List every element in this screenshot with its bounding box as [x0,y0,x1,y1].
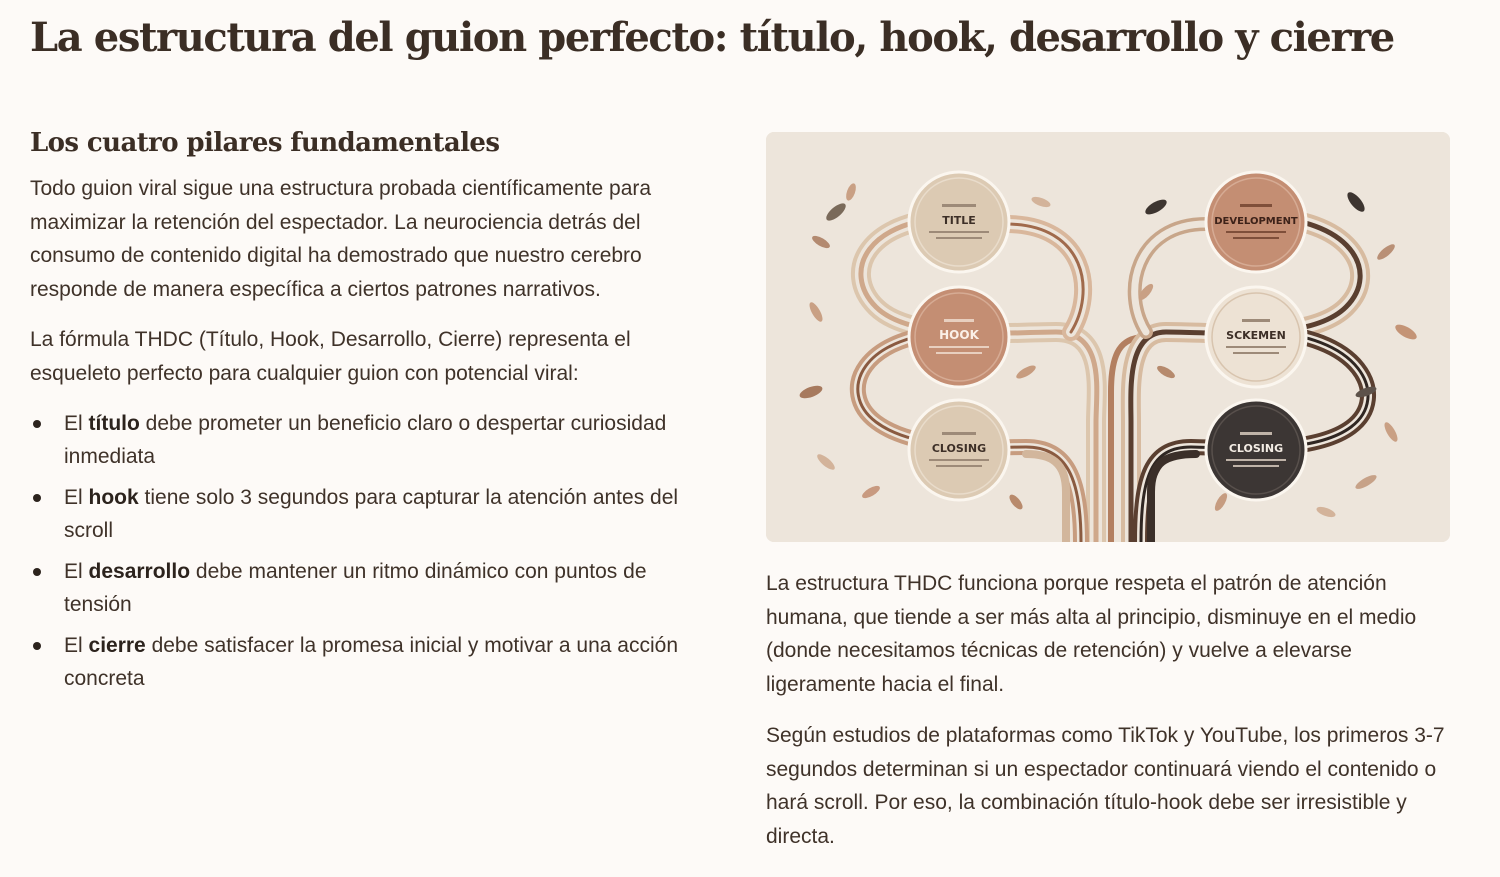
svg-text:SCKEMEN: SCKEMEN [1226,329,1286,342]
svg-text:CLOSING: CLOSING [1228,442,1284,455]
node-closing-left [909,400,1009,500]
node-closing-right [1206,400,1306,500]
bullet-icon [33,568,41,576]
node-development [1206,172,1306,272]
svg-text:CLOSING: CLOSING [931,442,987,455]
bold-term: título [88,412,140,435]
formula-paragraph: La fórmula THDC (Título, Hook, Desarrollo, Cierre) representa el esqueleto perfecto para cualquier guion con potencial viral: [30,328,631,385]
thdc-diagram [766,132,1450,542]
list-item: El desarrollo debe mantener un ritmo dinámico con puntos de tensión [30,555,720,621]
pillars-list [30,407,720,695]
right-column [766,132,1456,871]
bold-term: desarrollo [88,560,191,583]
bullet-icon [33,642,41,650]
svg-text:TITLE: TITLE [942,214,976,227]
list-item: El título debe prometer un beneficio claro o despertar curiosidad inmediata [30,407,720,473]
node-sckemen [1206,287,1306,387]
bold-term: hook [88,486,139,509]
page-title: La estructura del guion perfecto: título, hook, desarrollo y cierre [30,14,1394,61]
list-item: El hook tiene solo 3 segundos para capturar la atención antes del scroll [30,481,720,547]
left-column [30,128,720,703]
bold-term: cierre [88,634,146,657]
svg-text:DEVELOPMENT: DEVELOPMENT [1214,216,1298,227]
bullet-icon [33,420,41,428]
platforms-paragraph: Según estudios de plataformas como TikTok y YouTube, los primeros 3-7 segundos determinan si un espectador continuará viendo el contenido o hará scroll. Por eso, la combinación título-hook debe ser irresistible y directa. [766,724,1445,848]
svg-text:HOOK: HOOK [939,328,979,342]
thdc-illustration [766,132,1450,542]
node-hook [909,287,1009,387]
attention-paragraph: La estructura THDC funciona porque respeta el patrón de atención humana, que tiende a ser más alta al principio, disminuye en el medio (donde necesitamos técnicas de retención) y vuelve a elevarse ligeramente hacia el final. [766,572,1417,696]
intro-paragraph: Todo guion viral sigue una estructura probada científicamente para maximizar la retención del espectador. La neurociencia detrás del consumo de contenido digital ha demostrado que nuestro cerebro responde de manera específica a ciertos patrones narrativos. [30,177,652,301]
list-item: El cierre debe satisfacer la promesa inicial y motivar a una acción concreta [30,629,720,695]
section-heading: Los cuatro pilares fundamentales [30,128,500,158]
node-title [909,172,1009,272]
bullet-icon [33,494,41,502]
